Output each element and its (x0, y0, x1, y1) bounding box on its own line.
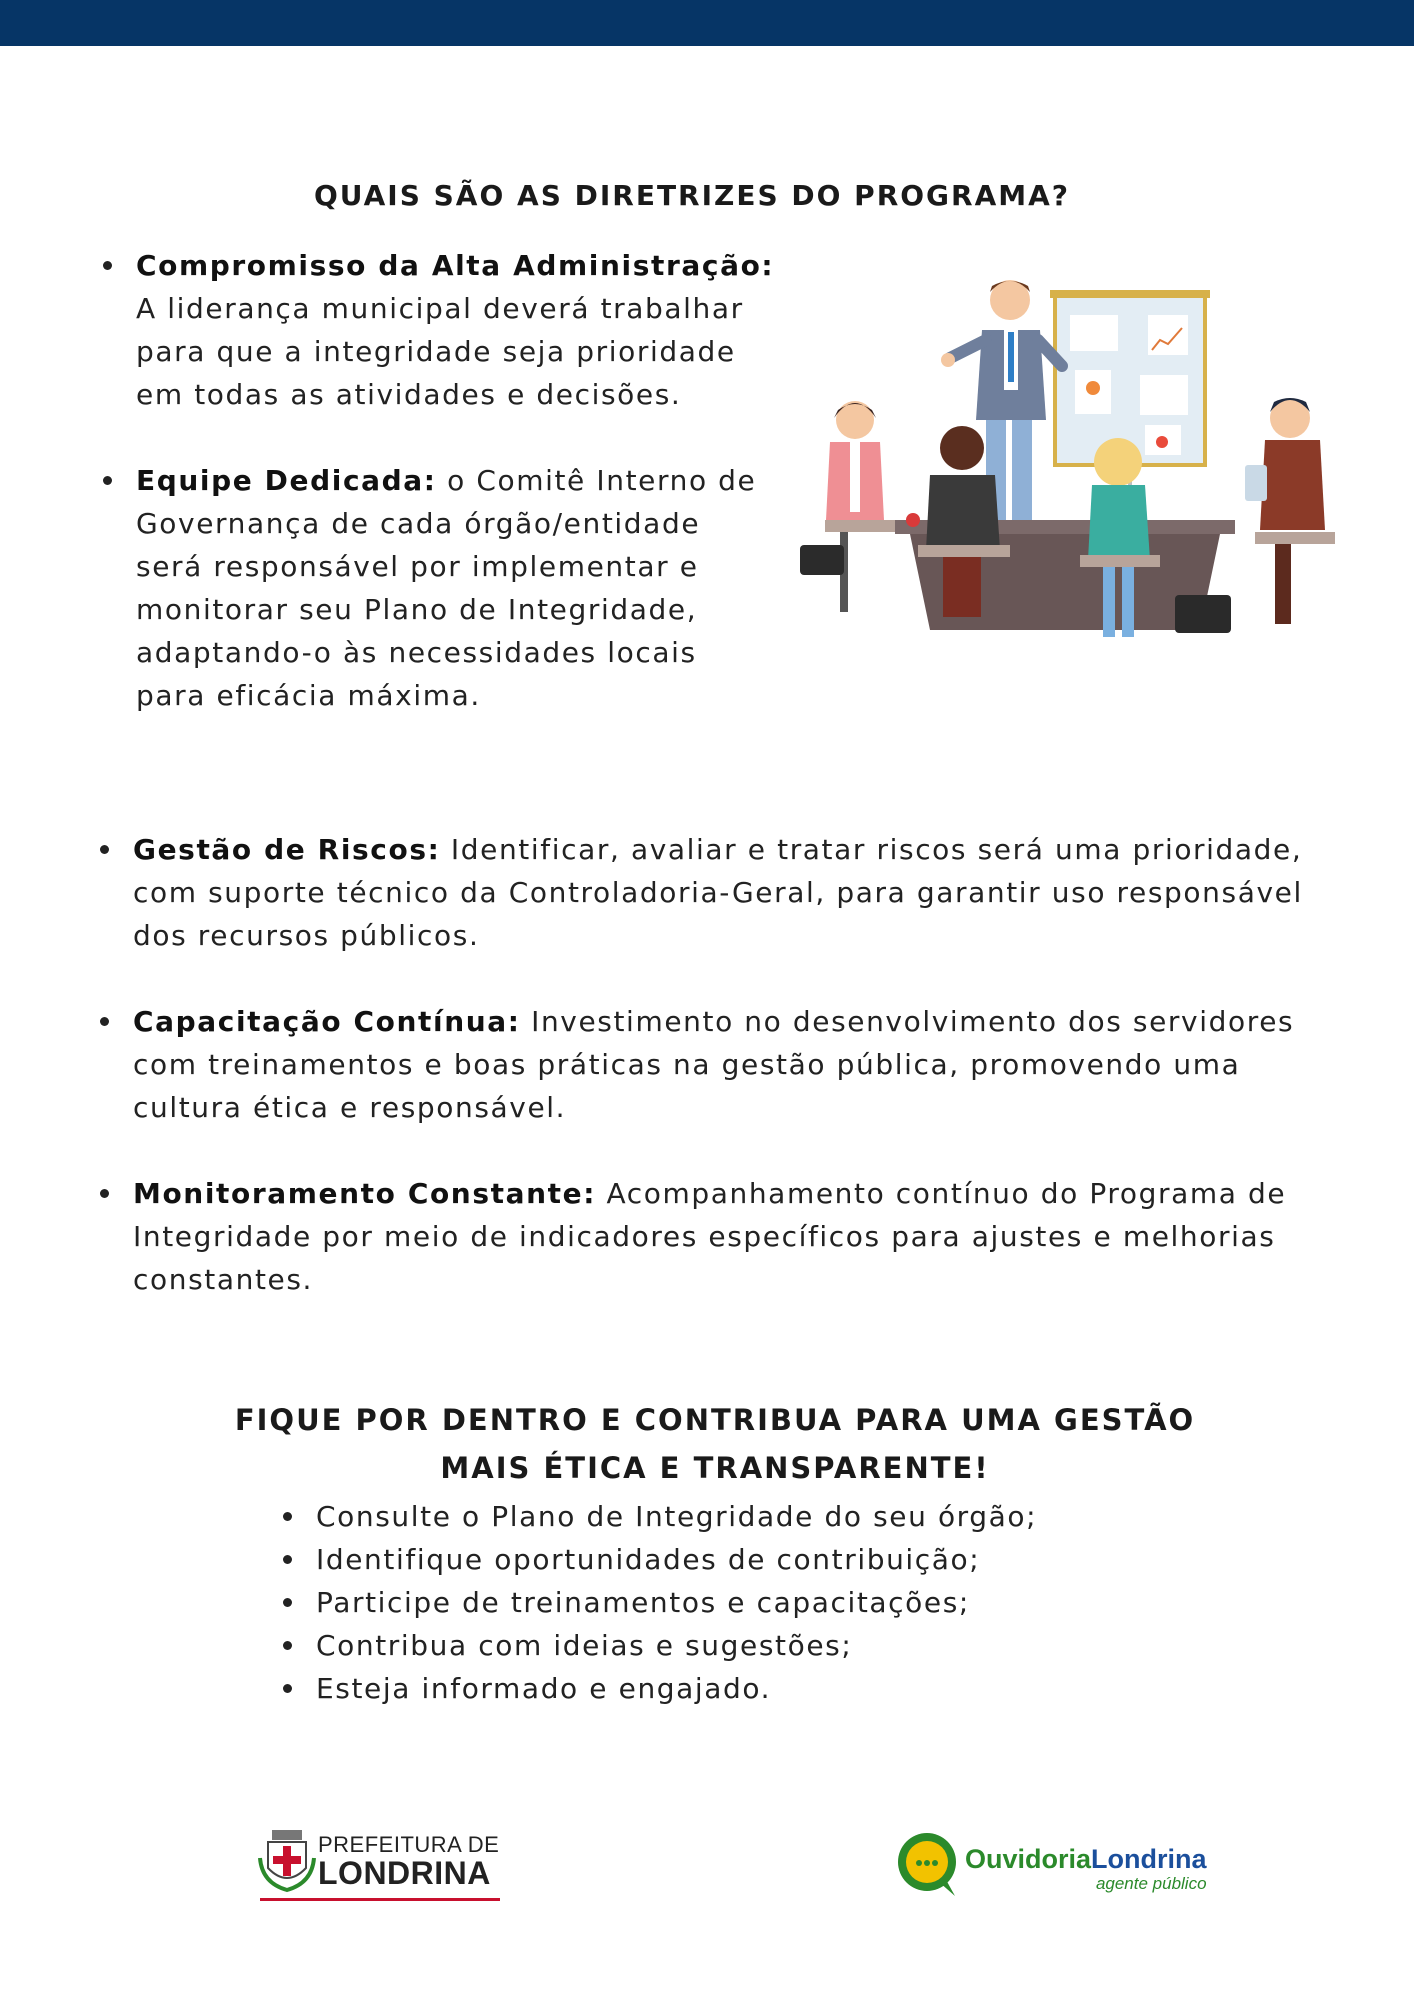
cta-list (276, 1495, 1176, 1710)
guideline-label: Compromisso da Alta Administração: (136, 249, 775, 282)
cta-title-line1: FIQUE POR DENTRO E CONTRIBUA PARA UMA GESTÃO (234, 1403, 1196, 1438)
guideline-text: Identificar, avaliar e tratar riscos será uma prioridade, com suporte técnico da Controladoria-Geral, para garantir uso responsável dos recursos públicos. (133, 833, 1303, 952)
page-title: QUAIS SÃO AS DIRETRIZES DO PROGRAMA? (313, 178, 1071, 212)
meeting-illustration (800, 270, 1340, 650)
guideline-label: Capacitação Contínua: (133, 1005, 521, 1038)
cta-item: Identifique oportunidades de contribuição; (276, 1538, 1176, 1581)
coat-of-arms-icon (258, 1828, 316, 1894)
guideline-item (93, 828, 1343, 957)
prefeitura-line2: LONDRINA (318, 1855, 491, 1891)
guideline-text: Acompanhamento contínuo do Programa de Integridade por meio de indicadores específicos para ajustes e melhorias constantes. (133, 1177, 1287, 1296)
cta-title (0, 1396, 1414, 1492)
ouvidoria-subtitle: agente público (1095, 1874, 1207, 1893)
logo-underline (260, 1898, 500, 1901)
cta-item: Consulte o Plano de Integridade do seu órgão; (276, 1495, 1176, 1538)
guideline-text: Investimento no desenvolvimento dos servidores com treinamentos e boas práticas na gestão pública, promovendo uma cultura ética e responsável. (133, 1005, 1295, 1124)
cta-title-line2: MAIS ÉTICA E TRANSPARENTE! (440, 1451, 990, 1486)
guideline-text: A liderança municipal deverá trabalhar para que a integridade seja prioridade em todas as atividades e decisões. (136, 292, 744, 411)
guidelines-list-bottom (93, 828, 1343, 1344)
guideline-label: Monitoramento Constante: (133, 1177, 596, 1210)
guidelines-list-top (96, 244, 776, 760)
guideline-label: Gestão de Riscos: (133, 833, 441, 866)
prefeitura-line1: PREFEITURA DE (318, 1832, 500, 1857)
guideline-item (93, 1000, 1343, 1129)
speech-bubble-icon (895, 1830, 959, 1900)
cta-item: Contribua com ideias e sugestões; (276, 1624, 1176, 1667)
guideline-item (93, 1172, 1343, 1301)
guideline-item (96, 459, 776, 717)
guideline-text: o Comitê Interno de Governança de cada órgão/entidade será responsável por implementar e monitorar seu Plano de Integridade, adaptando-o às necessidades locais para eficácia máxima. (136, 464, 757, 712)
prefeitura-londrina-logo (256, 1822, 506, 1902)
ouvidoria-londrina-logo (895, 1830, 1235, 1910)
guideline-item (96, 244, 776, 416)
guideline-label: Equipe Dedicada: (136, 464, 437, 497)
cta-item: Participe de treinamentos e capacitações; (276, 1581, 1176, 1624)
cta-item: Esteja informado e engajado. (276, 1667, 1176, 1710)
londrina-word: Londrina (1091, 1844, 1207, 1874)
ouvidoria-word: Ouvidoria (965, 1844, 1092, 1874)
top-bar (0, 0, 1414, 46)
